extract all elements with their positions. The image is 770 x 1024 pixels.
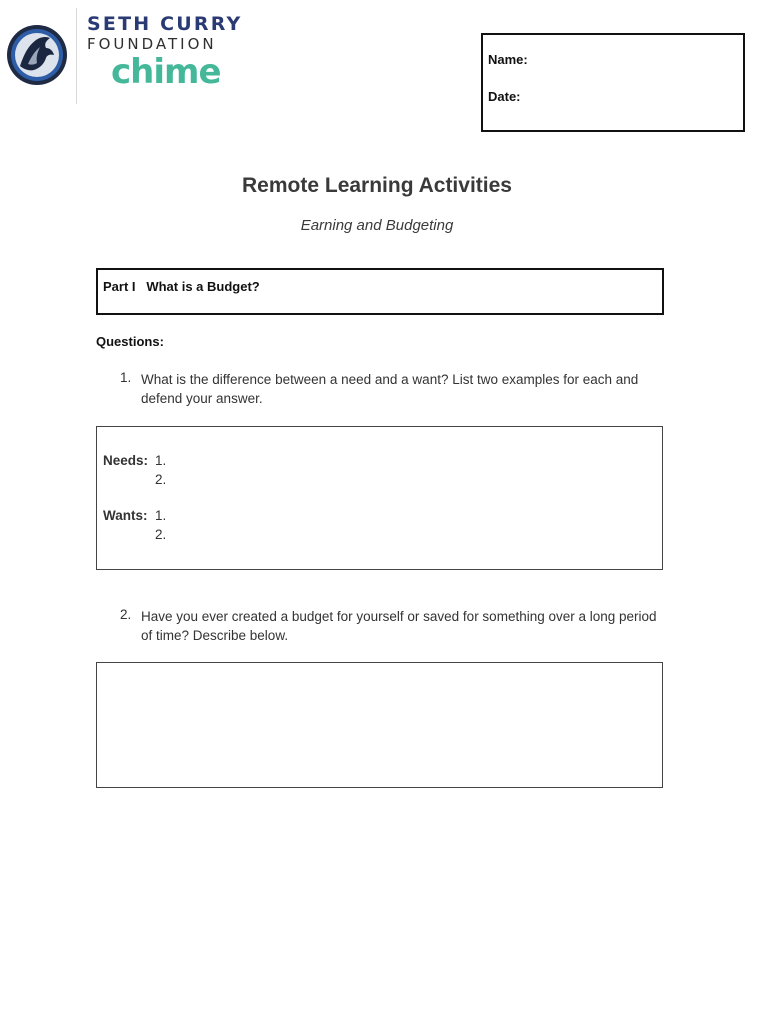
- question-2-text: Have you ever created a budget for yourself or saved for something over a long period of time? Describe below.: [141, 609, 657, 643]
- questions-heading: Questions:: [96, 334, 164, 349]
- student-info-box: [481, 33, 745, 132]
- wants-item-1-number: 1.: [155, 508, 167, 523]
- question-1-text: What is the difference between a need and a want? List two examples for each and defend your answer.: [141, 372, 639, 406]
- name-field-label[interactable]: Name:: [488, 52, 528, 67]
- brand-name-line1: SETH CURRY: [87, 13, 243, 35]
- team-logo-badge: [6, 24, 68, 86]
- date-field-label[interactable]: Date:: [488, 89, 521, 104]
- part-heading: Part I What is a Budget?: [103, 279, 260, 294]
- mavericks-horse-badge-icon: [6, 24, 68, 86]
- page-subtitle: Earning and Budgeting: [300, 217, 454, 234]
- needs-wants-answer-box[interactable]: [96, 426, 663, 570]
- question-2-number: 2.: [120, 607, 132, 622]
- question-1-number: 1.: [120, 370, 132, 385]
- needs-item-1-number: 1.: [155, 453, 167, 468]
- needs-item-2-number: 2.: [155, 472, 167, 487]
- wants-label: Wants:: [103, 508, 148, 523]
- page-title: Remote Learning Activities: [242, 174, 512, 197]
- brand-name-line2: FOUNDATION: [87, 35, 217, 53]
- wants-item-2-number: 2.: [155, 527, 167, 542]
- chime-logo: chime: [111, 52, 221, 92]
- needs-label: Needs:: [103, 453, 149, 468]
- logo-divider: [76, 8, 77, 104]
- budget-answer-box[interactable]: [96, 662, 663, 788]
- part-heading-box: [96, 268, 664, 315]
